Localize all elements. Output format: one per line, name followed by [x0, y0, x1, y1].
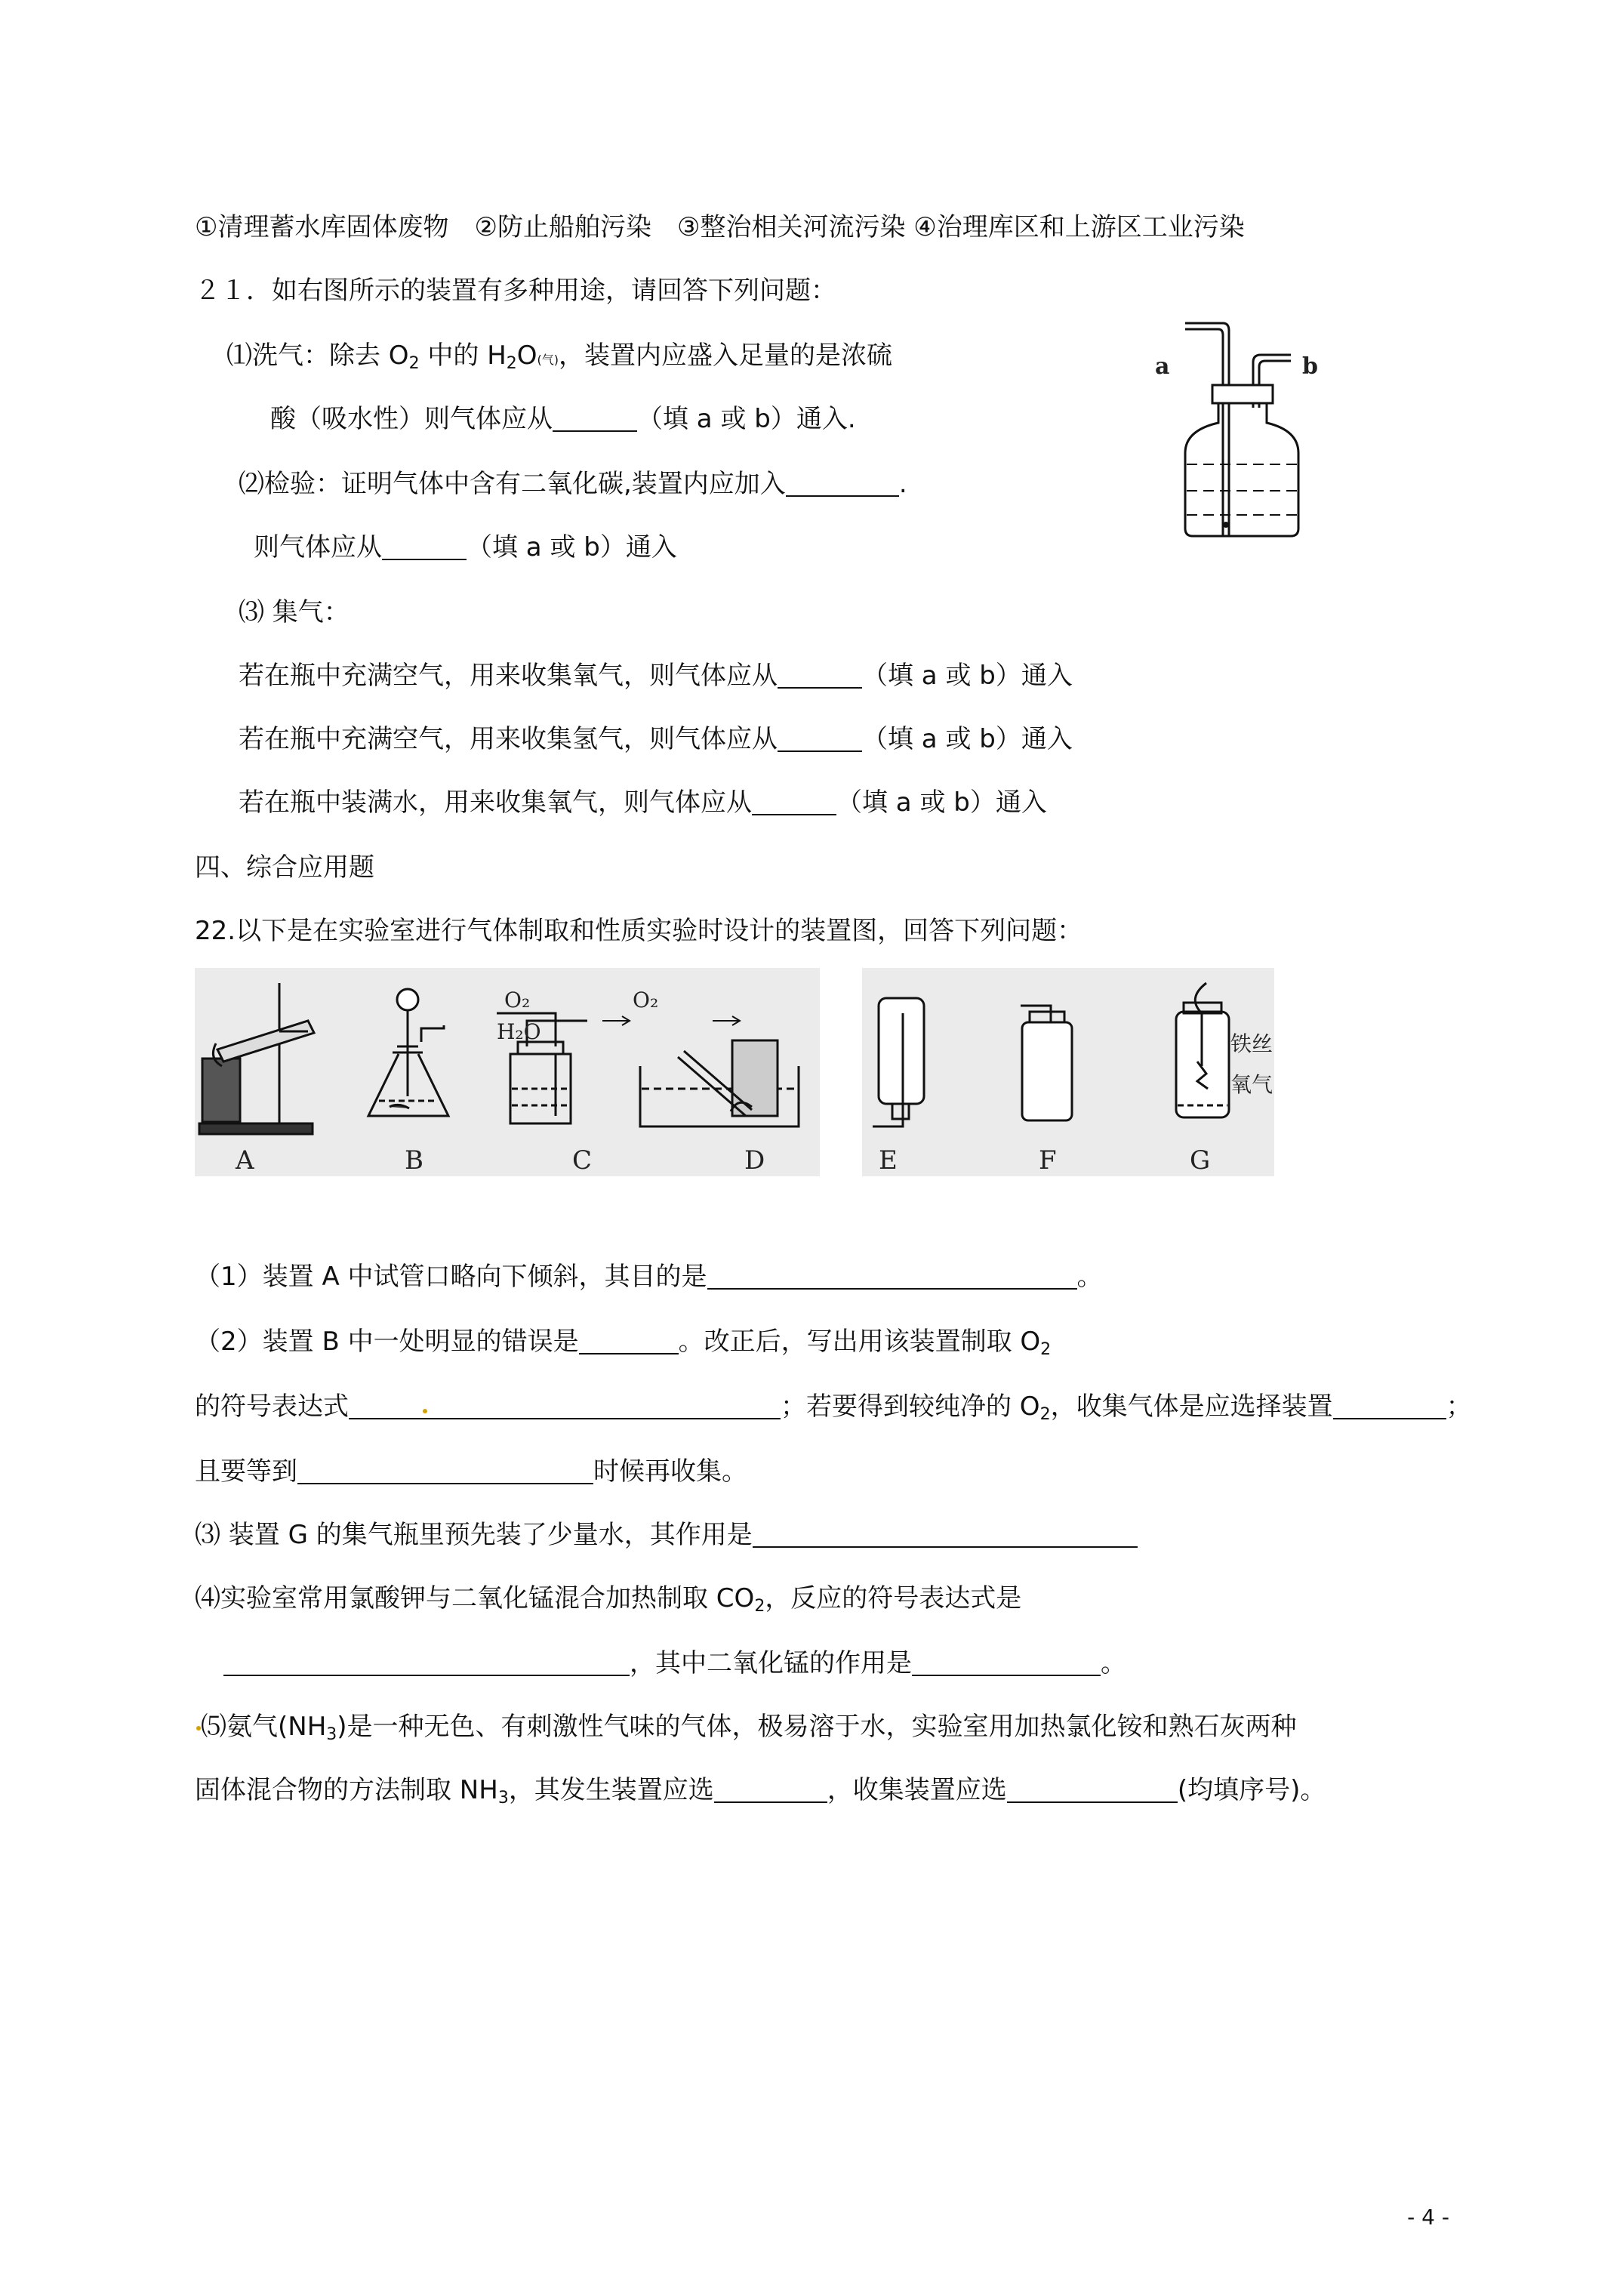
q21-part2-line1: ⑵检验：证明气体中含有二氧化碳,装置内应加入 . [239, 469, 907, 499]
q22-part2-line3: 且要等到 时候再收集。 [195, 1456, 747, 1487]
apparatus-g-iron-wire-label: 铁丝 [1230, 1031, 1273, 1056]
apparatus-label-c: C [572, 1145, 593, 1176]
page-number: - 4 - [1407, 2205, 1449, 2230]
apparatus-label-b: B [405, 1145, 423, 1176]
answer-blank[interactable] [579, 1327, 679, 1354]
q22-part3: ⑶ 装置 G 的集气瓶里预先装了少量水，其作用是 [195, 1518, 1138, 1552]
answer-blank[interactable] [382, 533, 467, 560]
q22-part1: （1）装置 A 中试管口略向下倾斜，其目的是 。 [195, 1262, 1103, 1292]
q22-part5-line1: ⑸氨气$(NH_3)$是一种无色、有刺激性气味的气体，极易溶于水，实验室用加热氯化铵和熟石灰两种 [201, 1712, 1297, 1744]
q21-part3-line3: 若在瓶中装满水，用来收集氧气，则气体应从 （填 a 或 b）通入 [239, 787, 1047, 818]
answer-blank[interactable] [349, 1392, 781, 1419]
q21-part3-line2: 若在瓶中充满空气，用来收集氢气，则气体应从 （填 a 或 b）通入 [239, 724, 1073, 754]
q22-part2-line1: （2）装置 B 中一处明显的错误是 。改正后，写出用该装置制取 $O_2$ [195, 1327, 1052, 1359]
q22-part2-line2: 的符号表达式 ；若要得到较纯净的 $O_2$，收集气体是应选择装置 ； [195, 1391, 1472, 1424]
apparatus-label-e: E [879, 1145, 898, 1176]
apparatus-figure-left [195, 968, 820, 1176]
q21-part3-line1: 若在瓶中充满空气，用来收集氧气，则气体应从 （填 a 或 b）通入 [239, 661, 1073, 691]
apparatus-label-d: D [744, 1145, 765, 1176]
apparatus-label-f: F [1039, 1145, 1057, 1176]
gas-washing-bottle-figure [1140, 310, 1336, 544]
q21-part3-title: ⑶ 集气： [239, 597, 350, 627]
answer-blank[interactable] [1007, 1776, 1178, 1803]
q22-part5-line2: 固体混合物的方法制取 $NH_3$，其发生装置应选 ，收集装置应选 (均填序号)。 [195, 1775, 1326, 1808]
apparatus-figure-right [862, 968, 1274, 1176]
bottle-label-a: a [1155, 353, 1170, 380]
apparatus-label-g: G [1190, 1145, 1211, 1176]
section-heading: 四、综合应用题 [195, 852, 374, 883]
answer-blank[interactable] [297, 1457, 593, 1484]
pollution-measures-list: ①清理蓄水库固体废物 ②防止船舶污染 ③整治相关河流污染 ④治理库区和上游区工业污染 [195, 212, 1245, 242]
answer-blank[interactable] [786, 470, 899, 497]
q21-part1-line2: 酸（吸水性）则气体应从 （填 a 或 b）通入. [270, 404, 856, 434]
q21-part2-line2: 则气体应从 （填 a 或 b）通入 [254, 532, 677, 562]
apparatus-c-h2o-label: H₂O [497, 1019, 541, 1044]
q22-part4-line1: ⑷实验室常用氯酸钾与二氧化锰混合加热制取 $CO_2$，反应的符号表达式是 [195, 1583, 1022, 1616]
answer-blank[interactable] [753, 1521, 1138, 1548]
answer-blank[interactable] [223, 1649, 630, 1676]
stray-mark [423, 1409, 427, 1413]
apparatus-c-o2-label: O₂ [504, 988, 531, 1012]
answer-blank[interactable] [778, 725, 862, 752]
q21-intro: ２１．如右图所示的装置有多种用途，请回答下列问题： [195, 276, 836, 306]
answer-blank[interactable] [707, 1262, 1077, 1290]
q21-part1-line1: ⑴洗气：除去 $O_2$ 中的 $H_2O$(气)，装置内应盛入足量的是浓硫 [226, 341, 893, 373]
q22-part4-line2: ，其中二氧化锰的作用是 。 [223, 1646, 1126, 1681]
answer-blank[interactable] [1333, 1392, 1446, 1419]
bottle-label-b: b [1302, 353, 1318, 380]
answer-blank[interactable] [553, 405, 637, 432]
answer-blank[interactable] [752, 788, 836, 815]
apparatus-g-oxygen-label: 氧气 [1230, 1072, 1273, 1097]
answer-blank[interactable] [912, 1649, 1101, 1676]
q22-intro: 22.以下是在实验室进行气体制取和性质实验时设计的装置图，回答下列问题： [195, 916, 1083, 946]
answer-blank[interactable] [778, 661, 862, 689]
apparatus-d-o2-label: O₂ [633, 988, 659, 1012]
apparatus-label-a: A [236, 1145, 254, 1176]
answer-blank[interactable] [714, 1776, 827, 1803]
